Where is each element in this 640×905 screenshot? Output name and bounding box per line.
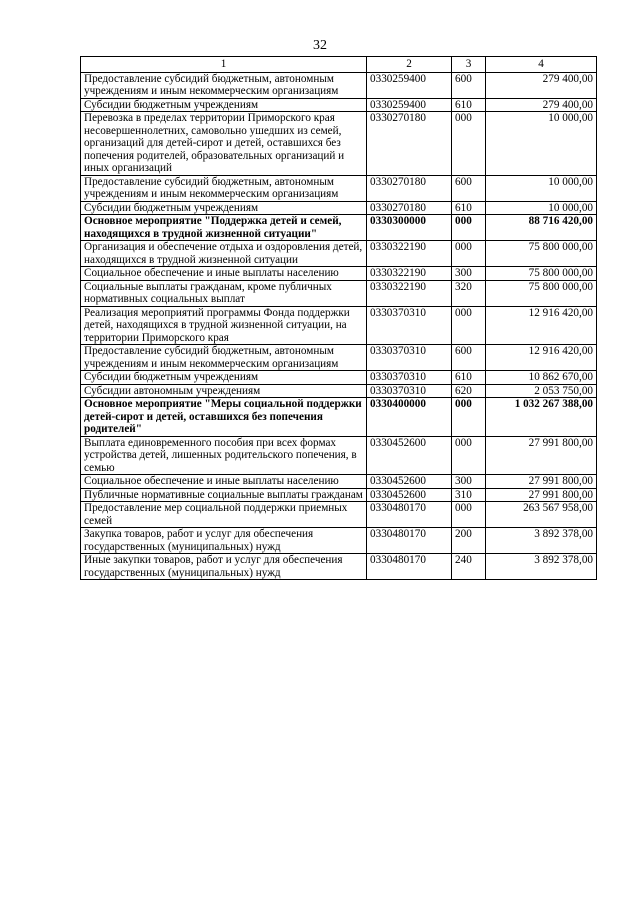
row-amount-cell: 75 800 000,00 bbox=[486, 267, 597, 281]
row-type-cell: 000 bbox=[452, 436, 486, 475]
table-header-row bbox=[81, 57, 597, 73]
row-type-cell: 320 bbox=[452, 280, 486, 306]
row-code-cell: 0330270180 bbox=[367, 201, 452, 215]
row-code-cell: 0330322190 bbox=[367, 267, 452, 281]
column-header-code: 2 bbox=[367, 57, 452, 73]
row-amount-cell: 3 892 378,00 bbox=[486, 528, 597, 554]
row-name-cell: Основное мероприятие "Поддержка детей и семей, находящихся в трудной жизненной ситуации" bbox=[81, 215, 367, 241]
row-amount-cell: 12 916 420,00 bbox=[486, 345, 597, 371]
row-type-cell: 300 bbox=[452, 267, 486, 281]
column-header-amount: 4 bbox=[486, 57, 597, 73]
row-amount-cell: 1 032 267 388,00 bbox=[486, 398, 597, 437]
row-code-cell: 0330480170 bbox=[367, 528, 452, 554]
row-name-cell: Организация и обеспечение отдыха и оздоровления детей, находящихся в трудной жизненной ситуации bbox=[81, 241, 367, 267]
row-type-cell: 310 bbox=[452, 488, 486, 502]
row-name-cell: Социальное обеспечение и иные выплаты населению bbox=[81, 267, 367, 281]
row-name-cell: Социальное обеспечение и иные выплаты населению bbox=[81, 475, 367, 489]
row-amount-cell: 279 400,00 bbox=[486, 72, 597, 98]
row-amount-cell: 10 000,00 bbox=[486, 112, 597, 176]
row-amount-cell: 3 892 378,00 bbox=[486, 554, 597, 580]
row-code-cell: 0330322190 bbox=[367, 241, 452, 267]
row-code-cell: 0330480170 bbox=[367, 554, 452, 580]
row-name-cell: Публичные нормативные социальные выплаты гражданам bbox=[81, 488, 367, 502]
row-amount-cell: 27 991 800,00 bbox=[486, 488, 597, 502]
row-type-cell: 000 bbox=[452, 398, 486, 437]
row-type-cell: 600 bbox=[452, 175, 486, 201]
table-row bbox=[81, 488, 597, 502]
row-code-cell: 0330370310 bbox=[367, 384, 452, 398]
row-type-cell: 610 bbox=[452, 98, 486, 112]
row-amount-cell: 75 800 000,00 bbox=[486, 280, 597, 306]
row-type-cell: 300 bbox=[452, 475, 486, 489]
table-row bbox=[81, 241, 597, 267]
table-row bbox=[81, 554, 597, 580]
table-row bbox=[81, 112, 597, 176]
row-amount-cell: 10 862 670,00 bbox=[486, 371, 597, 385]
row-name-cell: Предоставление субсидий бюджетным, автономным учреждениям и иным некоммерческим организациям bbox=[81, 72, 367, 98]
row-code-cell: 0330259400 bbox=[367, 72, 452, 98]
row-type-cell: 000 bbox=[452, 112, 486, 176]
row-amount-cell: 10 000,00 bbox=[486, 201, 597, 215]
row-code-cell: 0330480170 bbox=[367, 502, 452, 528]
table-row bbox=[81, 215, 597, 241]
row-code-cell: 0330300000 bbox=[367, 215, 452, 241]
row-type-cell: 000 bbox=[452, 306, 486, 345]
row-name-cell: Закупка товаров, работ и услуг для обеспечения государственных (муниципальных) нужд bbox=[81, 528, 367, 554]
table-row bbox=[81, 280, 597, 306]
row-code-cell: 0330270180 bbox=[367, 175, 452, 201]
row-amount-cell: 27 991 800,00 bbox=[486, 475, 597, 489]
row-amount-cell: 2 053 750,00 bbox=[486, 384, 597, 398]
table-row bbox=[81, 502, 597, 528]
row-amount-cell: 75 800 000,00 bbox=[486, 241, 597, 267]
table-row bbox=[81, 306, 597, 345]
row-code-cell: 0330259400 bbox=[367, 98, 452, 112]
table-row bbox=[81, 475, 597, 489]
row-name-cell: Выплата единовременного пособия при всех формах устройства детей, лишенных родительского попечения, в семью bbox=[81, 436, 367, 475]
row-code-cell: 0330452600 bbox=[367, 488, 452, 502]
row-type-cell: 600 bbox=[452, 72, 486, 98]
row-type-cell: 000 bbox=[452, 502, 486, 528]
row-amount-cell: 88 716 420,00 bbox=[486, 215, 597, 241]
table-row bbox=[81, 345, 597, 371]
row-name-cell: Субсидии автономным учреждениям bbox=[81, 384, 367, 398]
table-row bbox=[81, 398, 597, 437]
row-code-cell: 0330270180 bbox=[367, 112, 452, 176]
row-name-cell: Предоставление субсидий бюджетным, автономным учреждениям и иным некоммерческим организациям bbox=[81, 345, 367, 371]
row-type-cell: 000 bbox=[452, 215, 486, 241]
row-code-cell: 0330370310 bbox=[367, 371, 452, 385]
column-header-type: 3 bbox=[452, 57, 486, 73]
row-code-cell: 0330370310 bbox=[367, 306, 452, 345]
table-row bbox=[81, 436, 597, 475]
row-name-cell: Субсидии бюджетным учреждениям bbox=[81, 371, 367, 385]
row-code-cell: 0330452600 bbox=[367, 475, 452, 489]
row-amount-cell: 27 991 800,00 bbox=[486, 436, 597, 475]
row-code-cell: 0330322190 bbox=[367, 280, 452, 306]
table-row bbox=[81, 175, 597, 201]
table-row bbox=[81, 371, 597, 385]
row-name-cell: Социальные выплаты гражданам, кроме публичных нормативных социальных выплат bbox=[81, 280, 367, 306]
row-type-cell: 610 bbox=[452, 371, 486, 385]
row-type-cell: 600 bbox=[452, 345, 486, 371]
row-type-cell: 610 bbox=[452, 201, 486, 215]
row-amount-cell: 12 916 420,00 bbox=[486, 306, 597, 345]
row-name-cell: Предоставление субсидий бюджетным, автономным учреждениям и иным некоммерческим организациям bbox=[81, 175, 367, 201]
row-amount-cell: 279 400,00 bbox=[486, 98, 597, 112]
table-row bbox=[81, 528, 597, 554]
row-name-cell: Перевозка в пределах территории Приморского края несовершеннолетних, самовольно ушедших из семей, организаций для детей-сирот и детей, оставшихся без попечения родителей, образовательных организаций и иных организаций bbox=[81, 112, 367, 176]
row-code-cell: 0330400000 bbox=[367, 398, 452, 437]
row-amount-cell: 10 000,00 bbox=[486, 175, 597, 201]
table-row bbox=[81, 267, 597, 281]
page-number: 32 bbox=[313, 38, 327, 53]
table-row bbox=[81, 98, 597, 112]
column-header-name: 1 bbox=[81, 57, 367, 73]
row-code-cell: 0330370310 bbox=[367, 345, 452, 371]
row-type-cell: 000 bbox=[452, 241, 486, 267]
budget-table bbox=[80, 56, 597, 580]
row-name-cell: Субсидии бюджетным учреждениям bbox=[81, 201, 367, 215]
row-type-cell: 620 bbox=[452, 384, 486, 398]
table-row bbox=[81, 384, 597, 398]
row-amount-cell: 263 567 958,00 bbox=[486, 502, 597, 528]
row-type-cell: 240 bbox=[452, 554, 486, 580]
row-name-cell: Предоставление мер социальной поддержки приемных семей bbox=[81, 502, 367, 528]
row-name-cell: Основное мероприятие "Меры социальной поддержки детей-сирот и детей, оставшихся без попечения родителей" bbox=[81, 398, 367, 437]
row-name-cell: Реализация мероприятий программы Фонда поддержки детей, находящихся в трудной жизненной ситуации, на территории Приморского края bbox=[81, 306, 367, 345]
row-name-cell: Иные закупки товаров, работ и услуг для обеспечения государственных (муниципальных) нужд bbox=[81, 554, 367, 580]
table-row bbox=[81, 72, 597, 98]
row-type-cell: 200 bbox=[452, 528, 486, 554]
table-row bbox=[81, 201, 597, 215]
row-code-cell: 0330452600 bbox=[367, 436, 452, 475]
row-name-cell: Субсидии бюджетным учреждениям bbox=[81, 98, 367, 112]
